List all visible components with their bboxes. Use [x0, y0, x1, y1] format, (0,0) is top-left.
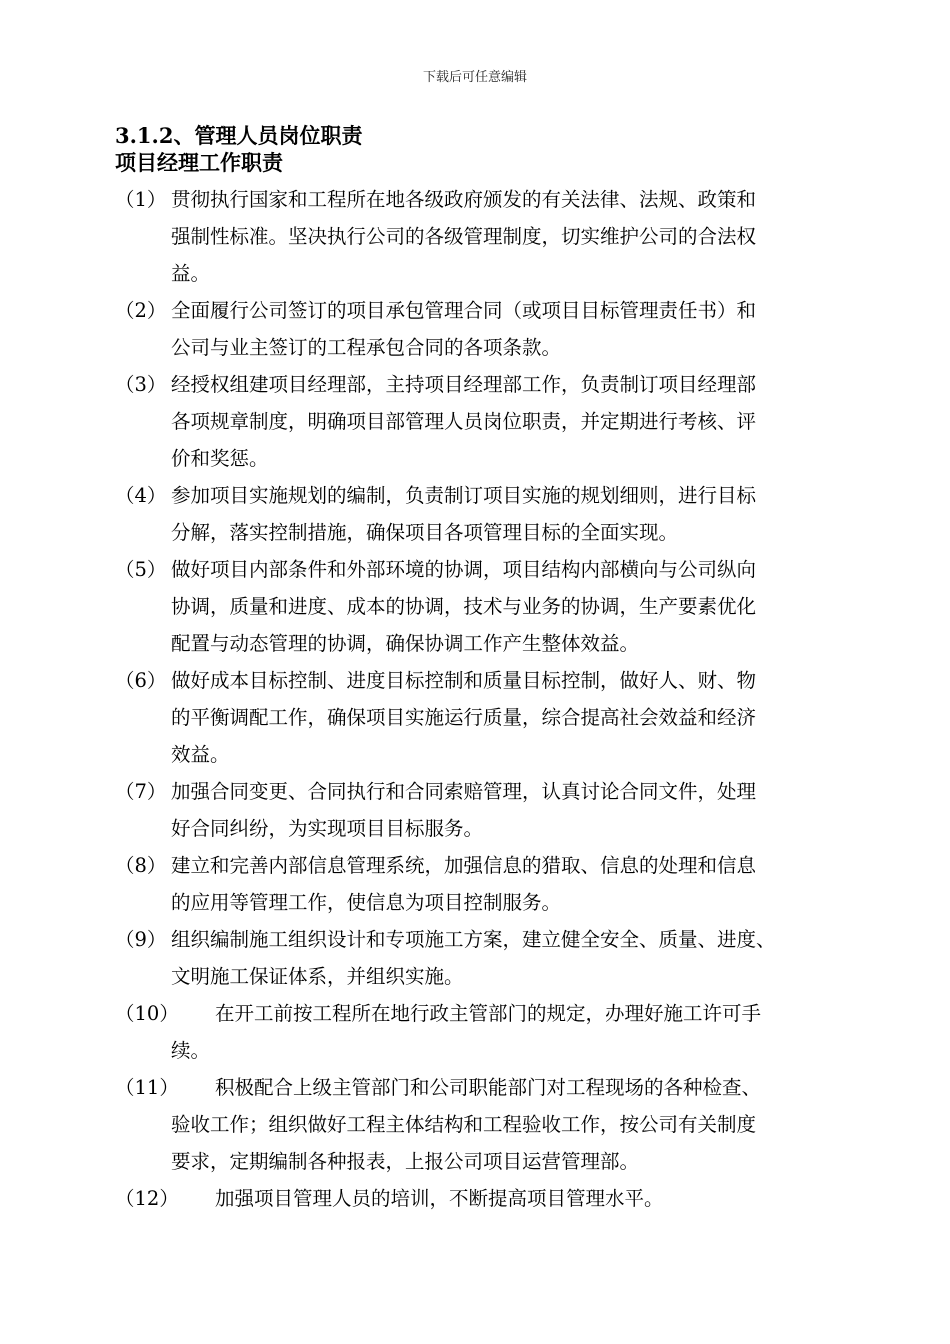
- list-item: [115, 995, 875, 1032]
- item-text: 做好成本目标控制、进度目标控制和质量目标控制，做好人、财、物: [171, 669, 757, 692]
- item-number: （12）: [115, 1187, 179, 1210]
- list-item: [115, 921, 875, 958]
- item-text-continuation: 的平衡调配工作，确保项目实施运行质量，综合提高社会效益和经济: [171, 706, 757, 729]
- item-text: 在开工前按工程所在地行政主管部门的规定，办理好施工许可手: [215, 1002, 762, 1025]
- item-text: 建立和完善内部信息管理系统，加强信息的猎取、信息的处理和信息: [171, 854, 757, 877]
- item-text-continuation: 公司与业主签订的工程承包合同的各项条款。: [171, 336, 562, 359]
- list-item: [115, 847, 875, 884]
- item-text-continuation: 协调，质量和进度、成本的协调，技术与业务的协调，生产要素优化: [171, 595, 757, 618]
- item-number: （6）: [115, 669, 167, 692]
- item-number: （10）: [115, 1002, 179, 1025]
- item-text-continuation: 益。: [171, 262, 211, 285]
- item-text-continuation: 各项规章制度，明确项目部管理人员岗位职责，并定期进行考核、评: [171, 410, 757, 433]
- item-text-continuation: 强制性标准。坚决执行公司的各级管理制度，切实维护公司的合法权: [171, 225, 757, 248]
- section-title: 3.1.2、管理人员岗位职责: [115, 123, 363, 148]
- item-text: 贯彻执行国家和工程所在地各级政府颁发的有关法律、法规、政策和: [171, 188, 757, 211]
- item-text-continuation: 续。: [171, 1039, 211, 1062]
- item-number: （5）: [115, 558, 167, 581]
- item-text-continuation: 价和奖惩。: [171, 447, 269, 470]
- item-text: 组织编制施工组织设计和专项施工方案，建立健全安全、质量、进度、: [171, 928, 776, 951]
- item-number: （4）: [115, 484, 167, 507]
- list-item: [115, 181, 875, 218]
- item-text-continuation: 好合同纠纷，为实现项目目标服务。: [171, 817, 484, 840]
- item-text-continuation: 文明施工保证体系，并组织实施。: [171, 965, 464, 988]
- list-item: [115, 477, 875, 514]
- item-number: （8）: [115, 854, 167, 877]
- list-item: [115, 1069, 875, 1106]
- item-number: （7）: [115, 780, 167, 803]
- item-text-continuation: 验收工作；组织做好工程主体结构和工程验收工作，按公司有关制度: [171, 1113, 757, 1136]
- item-text: 经授权组建项目经理部，主持项目经理部工作，负责制订项目经理部: [171, 373, 757, 396]
- list-item: [115, 1180, 875, 1217]
- item-text-continuation: 要求，定期编制各种报表，上报公司项目运营管理部。: [171, 1150, 640, 1173]
- list-item: [115, 551, 875, 588]
- item-text: 参加项目实施规划的编制，负责制订项目实施的规划细则，进行目标: [171, 484, 757, 507]
- document-body: [115, 122, 875, 1217]
- list-item: [115, 662, 875, 699]
- item-number: （1）: [115, 188, 167, 211]
- item-text-continuation: 的应用等管理工作，使信息为项目控制服务。: [171, 891, 562, 914]
- item-text: 加强合同变更、合同执行和合同索赔管理，认真讨论合同文件，处理: [171, 780, 757, 803]
- list-item: [115, 292, 875, 329]
- item-text: 加强项目管理人员的培训，不断提高项目管理水平。: [215, 1187, 664, 1210]
- item-text: 全面履行公司签订的项目承包管理合同（或项目目标管理责任书）和: [171, 299, 757, 322]
- item-text-continuation: 分解，落实控制措施，确保项目各项管理目标的全面实现。: [171, 521, 679, 544]
- subsection-title: 项目经理工作职责: [115, 150, 283, 175]
- item-text-continuation: 效益。: [171, 743, 230, 766]
- page-header: 下载后可任意编辑: [422, 70, 527, 85]
- list-item: [115, 366, 875, 403]
- item-number: （3）: [115, 373, 167, 396]
- item-number: （11）: [115, 1076, 179, 1099]
- item-text: 积极配合上级主管部门和公司职能部门对工程现场的各种检查、: [215, 1076, 762, 1099]
- item-text: 做好项目内部条件和外部环境的协调，项目结构内部横向与公司纵向: [171, 558, 757, 581]
- item-number: （9）: [115, 928, 167, 951]
- duty-list: [115, 181, 875, 1217]
- item-text-continuation: 配置与动态管理的协调，确保协调工作产生整体效益。: [171, 632, 640, 655]
- list-item: [115, 773, 875, 810]
- item-number: （2）: [115, 299, 167, 322]
